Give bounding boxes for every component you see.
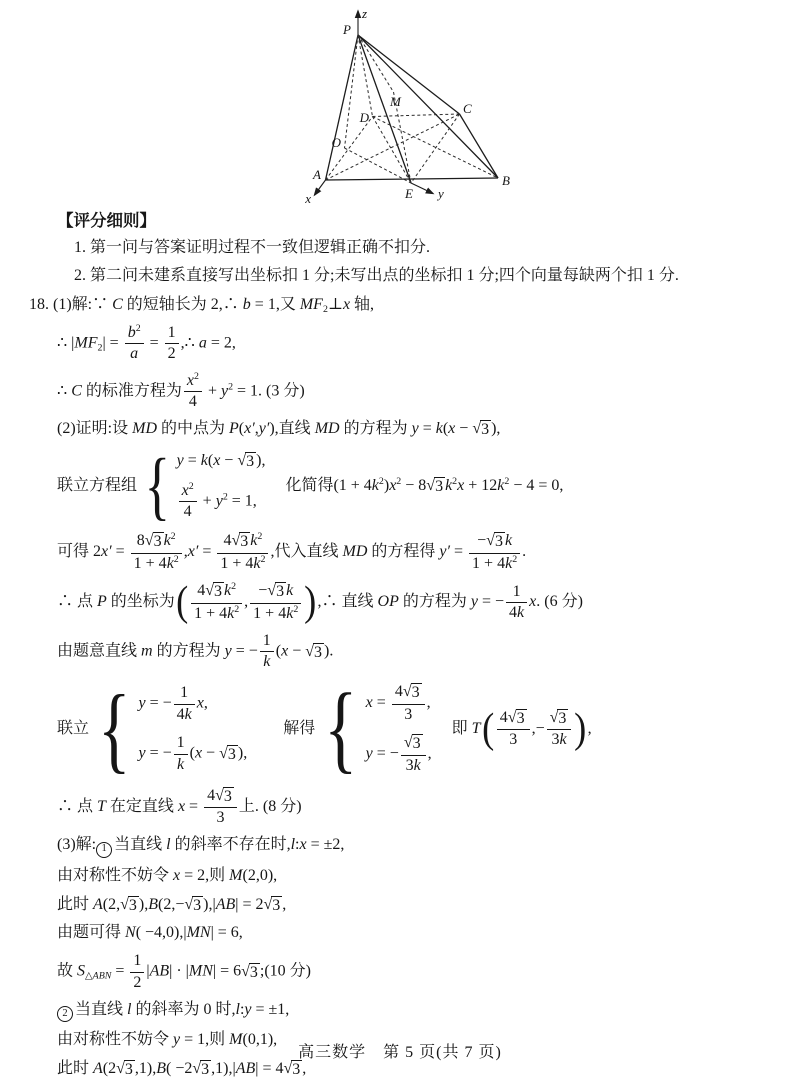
solution-line: 故 $S_{\triangle ABN}$ = $\frac{1}{2}$ |AB| · |MN| = 6 √ 3 ;(10 分) xyxy=(57,952,311,991)
solution-line: ∴ $|MF_2|$ = $\frac{b^2}{a}$ = $\frac{1}{2}$ ,∴ a = 2, xyxy=(57,322,236,363)
figure-label-P: P xyxy=(343,22,351,37)
edge-DE xyxy=(373,117,412,184)
figure-label-x: x xyxy=(305,191,311,206)
solution-line: 由题意直线 m 的方程为 y = − $\frac{1}{k}$ (x − √ 3 ). xyxy=(57,632,334,671)
edge-PC xyxy=(358,35,460,114)
edge-DC xyxy=(373,114,460,117)
rubric-item: 1. 第一问与答案证明过程不一致但逻辑正确不扣分. xyxy=(74,239,431,257)
figure-label-O: O xyxy=(331,135,341,150)
figure-svg xyxy=(295,2,535,206)
y-axis xyxy=(411,183,433,194)
solution-line: ∴ 点 T 在定直线 x = 4 √ 3 3 上. (8 分) xyxy=(57,786,302,827)
solution-line: ∴ C 的标准方程为 $\frac{x^2}{4}$ + $y^2 = 1$. (3 分) xyxy=(57,370,305,410)
figure-label-C: C xyxy=(463,101,472,116)
solution-line: 由对称性不妨令 x = 2,则 M(2,0), xyxy=(57,866,278,884)
figure-label-D: D xyxy=(359,110,369,125)
edge-CE xyxy=(411,114,460,183)
figure-label-E: E xyxy=(405,186,413,201)
solution-line: (3)解: 1 当直线 l 的斜率不存在时,l:x = ±2, xyxy=(57,835,770,857)
figure-label-M: M xyxy=(390,94,401,109)
solution-line: 可得 2x′ = 8 √ 3 $k^2$ $1 + 4k^2$ ,x′ = 4 √ 3 $k^2$ $1 + 4k^2$ ,代入直线 MD 的方程得 y′ = − √ 3 k $1 + 4k^2$ . xyxy=(57,531,527,572)
geometry-figure xyxy=(0,0,800,204)
rubric-item: 2. 第二问未建系直接写出坐标扣 1 分;未写出点的坐标扣 1 分;四个向量每缺两个扣 1 分. xyxy=(74,267,679,285)
edge-PO xyxy=(345,35,359,148)
figure-label-A: A xyxy=(313,167,321,182)
footer-text: 高三数学 第 5 页(共 7 页) xyxy=(298,1044,502,1061)
solution-line: 联立 { y = − $\frac{1}{4k}$ x, y = − $\frac{1}{k}$ (x − √ 3 ), 解得 { x = 4 √ 3 3 , y = − √ 3 3k , 即 T ( 4 √ 3 3 ,− √ 3 3k ) , xyxy=(57,673,592,783)
solution-line: 联立方程组 { y = k(x − √ 3 ), $\frac{x^2}{4}$ + $y^2 = 1$, 化简得$(1 + 4k^2)x^2 - 8$ √ 3 $k^2x + 12k^2 - 4 = 0$, xyxy=(57,444,564,529)
figure-label-B: B xyxy=(502,173,510,188)
solution-line: 由对称性不妨令 y = 1,则 M(0,1), xyxy=(57,1031,278,1049)
edge-AC xyxy=(326,114,460,180)
solution-line: 2 当直线 l 的斜率为 0 时,l:y = ±1, xyxy=(57,1000,770,1022)
solution-line: (2)证明:设 MD 的中点为 P(x′,y′),直线 MD 的方程为 y = k(x − √ 3 ), xyxy=(57,420,501,439)
solution-line: ∴ 点 P 的坐标为 ( 4 √ 3 $k^2$ $1 + 4k^2$ , − √ 3 k $1 + 4k^2$ ) ,∴ 直线 OP 的方程为 y = − $\frac{1}{4k}$ x. (6 分) xyxy=(57,578,583,626)
rubric-list xyxy=(57,238,770,287)
figure-label-y: y xyxy=(438,186,444,201)
edge-PA xyxy=(326,35,359,180)
rubric-title: 【评分细则】 xyxy=(57,211,156,230)
page-footer xyxy=(0,1039,800,1062)
solution-line: 由题可得 N( −4,0),|MN| = 6, xyxy=(57,924,243,942)
solution-lines xyxy=(29,295,770,1080)
solution-line: 此时 A(2 √ 3 ,1),B( −2 √ 3 ,1),|AB| = 4 √ 3 , xyxy=(57,1059,307,1078)
edge-AB xyxy=(326,178,499,180)
figure-label-z: z xyxy=(362,6,368,21)
edge-PB xyxy=(358,35,498,178)
x-axis xyxy=(315,180,326,195)
edge-PE xyxy=(358,35,411,183)
solution-line: 18. (1)解:∵ C 的短轴长为 2,∴ b = 1,又 $MF_2\perp x$ 轴, xyxy=(29,296,375,315)
solution-content xyxy=(0,204,800,1080)
solution-line: 此时 A(2, √ 3 ),B(2,− √ 3 ),|AB| = 2 √ 3 , xyxy=(57,895,287,914)
